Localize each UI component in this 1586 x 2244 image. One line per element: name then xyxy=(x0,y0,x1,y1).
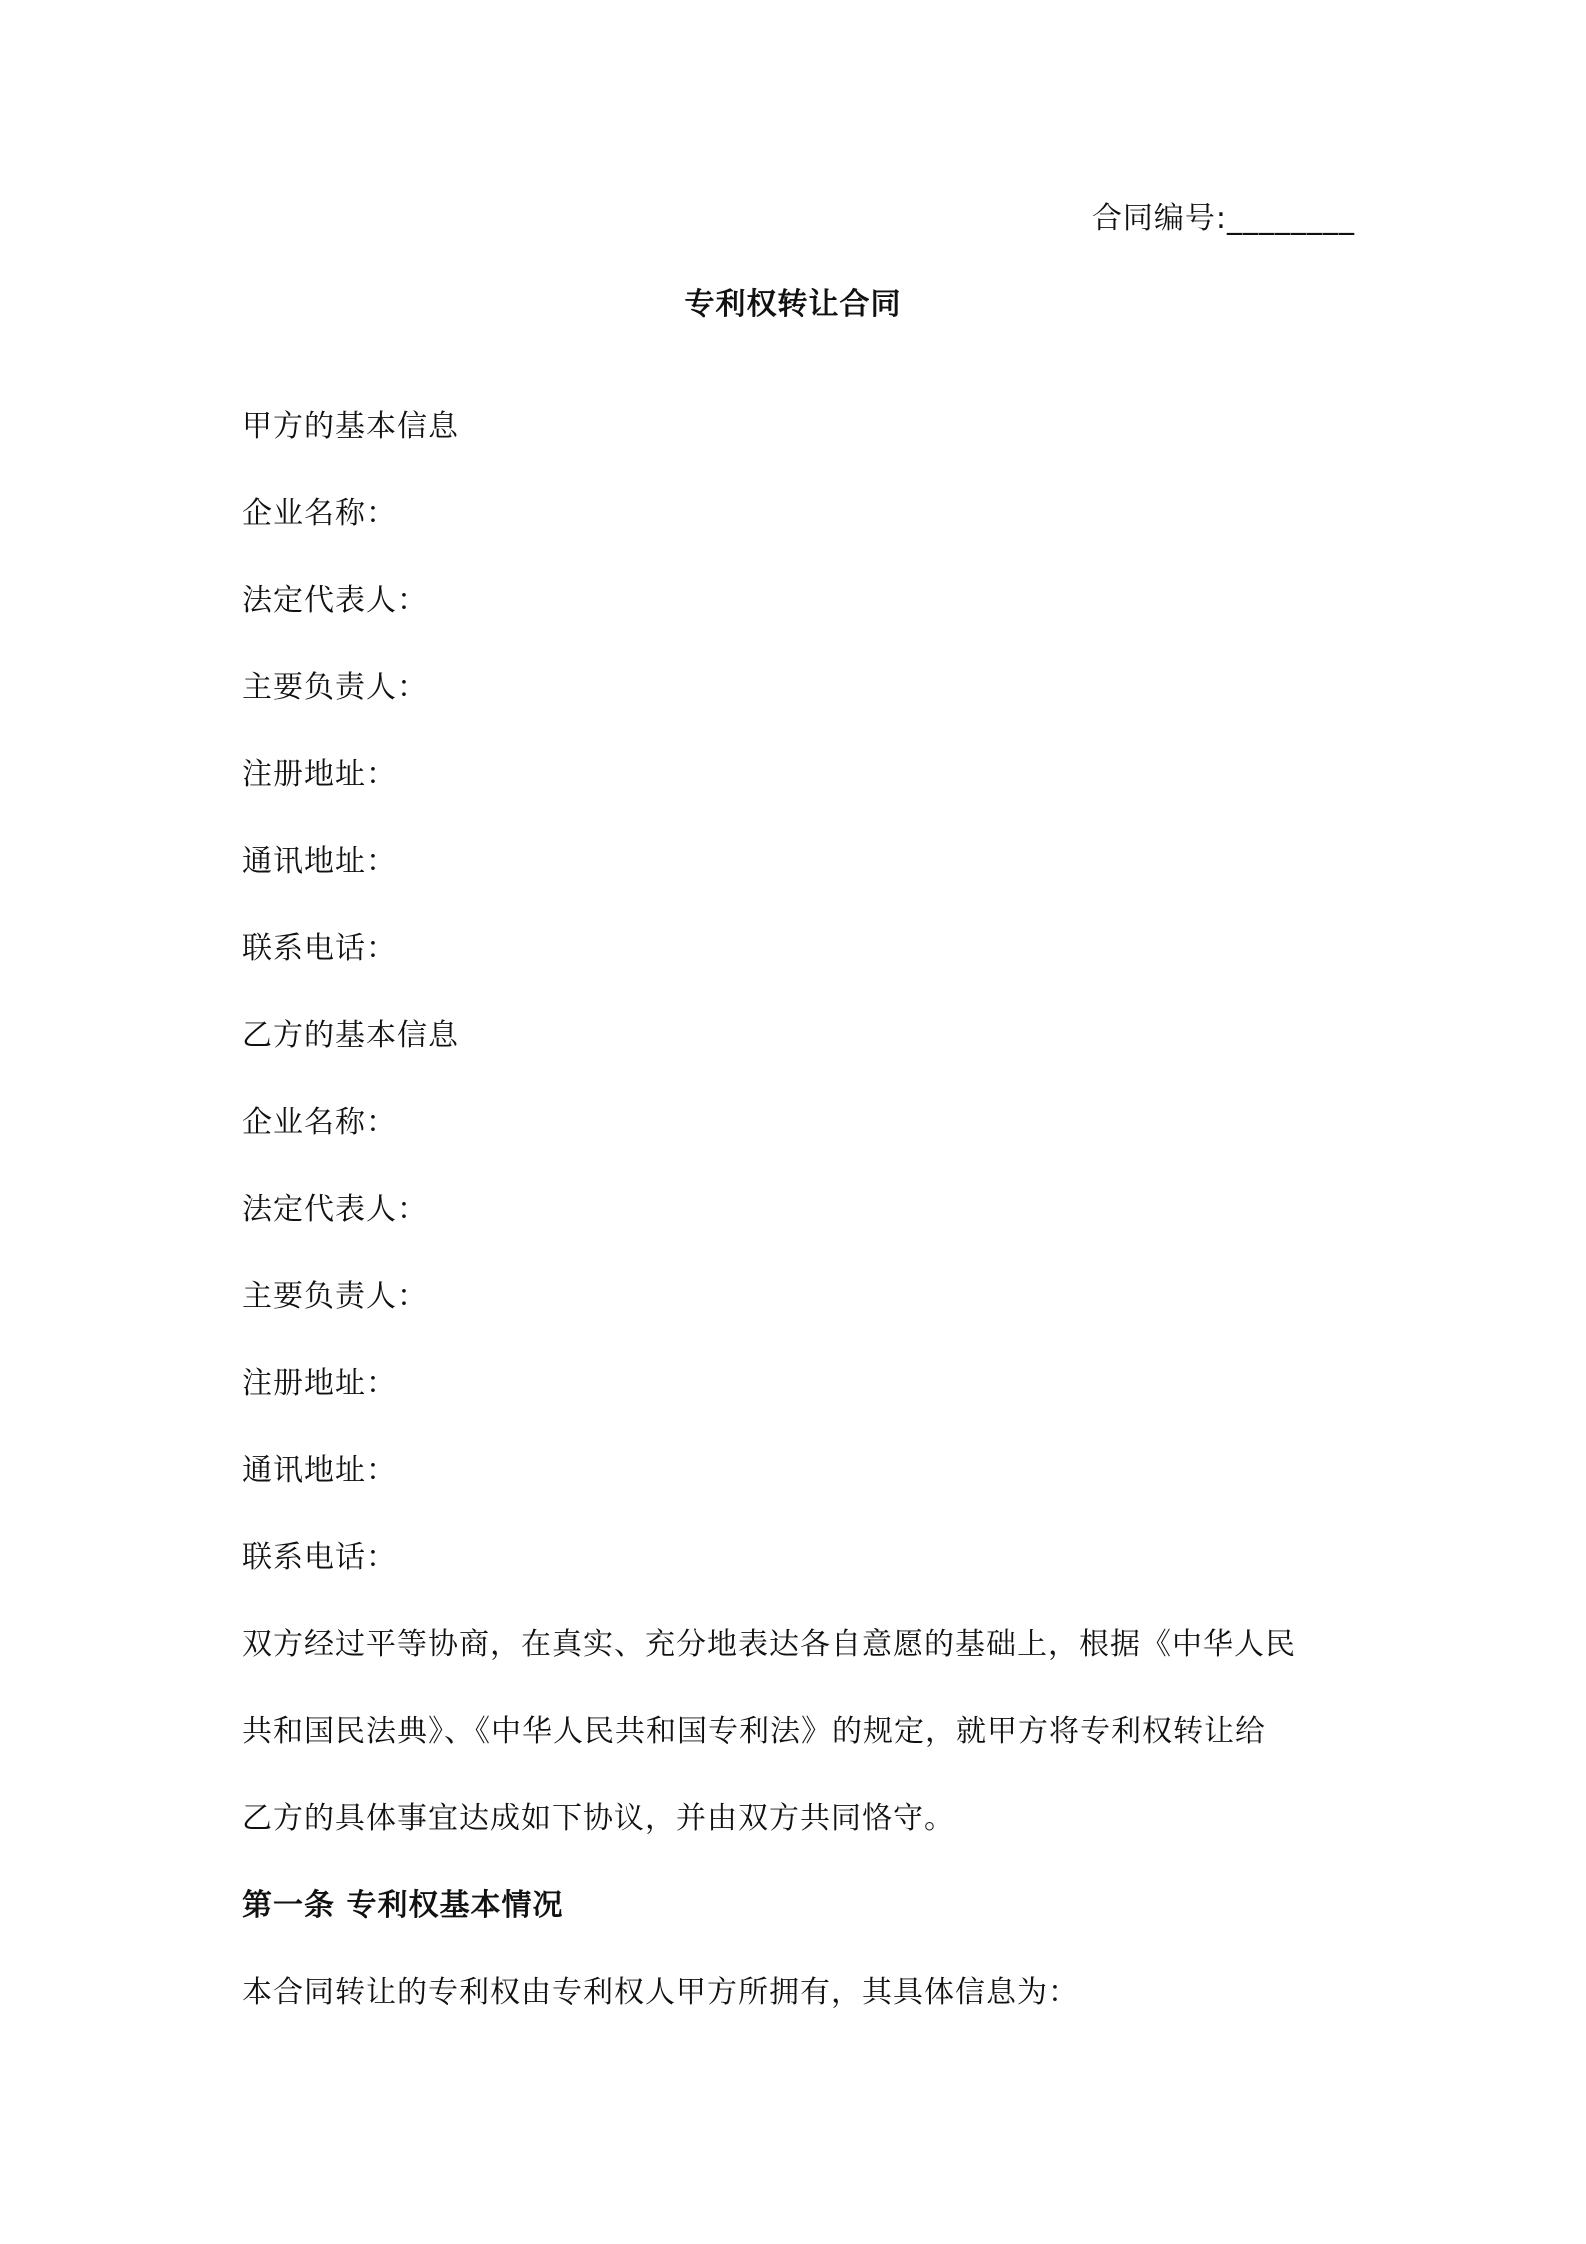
preamble-line-3: 乙方的具体事宜达成如下协议，并由双方共同恪守。 xyxy=(242,1801,955,1836)
party-a-company-name-field: 企业名称： xyxy=(242,496,397,531)
preamble-line-2: 共和国民法典》、《中华人民共和国专利法》的规定，就甲方将专利权转让给 xyxy=(242,1714,1266,1749)
party-a-registered-address-field: 注册地址： xyxy=(242,757,397,792)
party-b-company-name-field: 企业名称： xyxy=(242,1105,397,1140)
article-1-text: 本合同转让的专利权由专利权人甲方所拥有，其具体信息为： xyxy=(242,1975,1079,2010)
party-a-mailing-address-field: 通讯地址： xyxy=(242,844,397,879)
party-b-principal-field: 主要负责人： xyxy=(242,1279,428,1314)
preamble-line-1: 双方经过平等协商，在真实、充分地表达各自意愿的基础上，根据《中华人民 xyxy=(242,1627,1296,1662)
party-a-legal-rep-field: 法定代表人： xyxy=(242,583,428,618)
contract-number: 合同编号:________ xyxy=(1091,201,1355,236)
party-b-registered-address-field: 注册地址： xyxy=(242,1366,397,1401)
party-a-phone-field: 联系电话： xyxy=(242,931,397,966)
party-a-principal-field: 主要负责人： xyxy=(242,670,428,705)
document-body xyxy=(242,404,1362,2057)
party-b-mailing-address-field: 通讯地址： xyxy=(242,1453,397,1488)
article-1-heading: 第一条 专利权基本情况 xyxy=(242,1888,564,1923)
party-b-heading: 乙方的基本信息 xyxy=(242,1018,459,1053)
party-b-legal-rep-field: 法定代表人： xyxy=(242,1192,428,1227)
party-b-phone-field: 联系电话： xyxy=(242,1540,397,1575)
party-a-heading: 甲方的基本信息 xyxy=(242,409,459,444)
document-title: 专利权转让合同 xyxy=(684,287,902,322)
